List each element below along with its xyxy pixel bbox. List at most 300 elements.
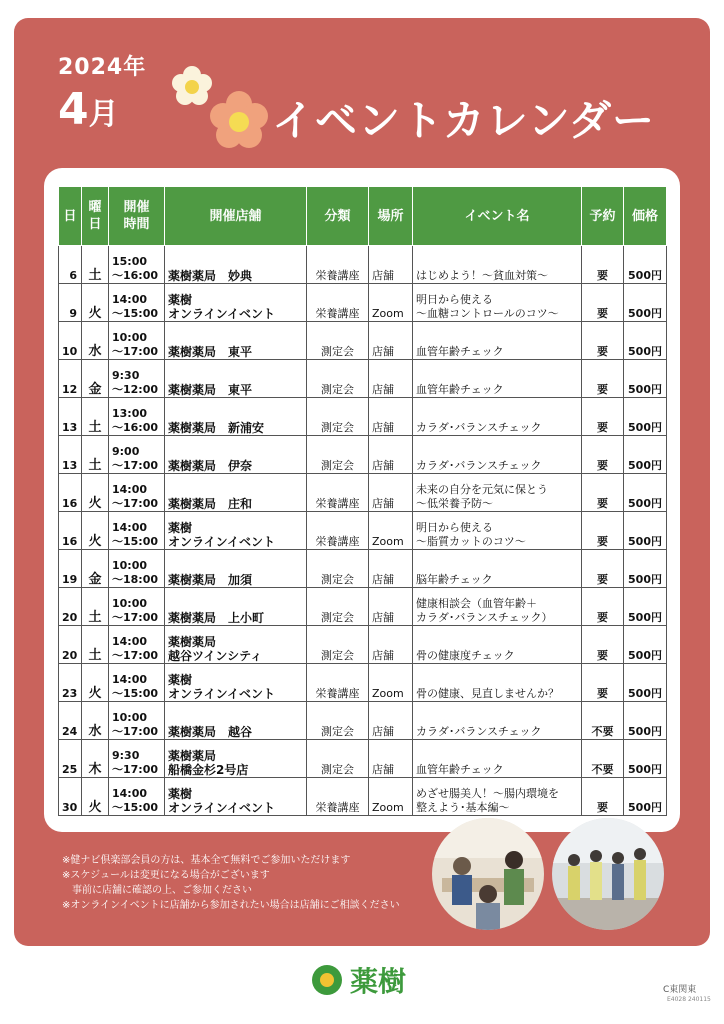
cell-weekday-line: 水 xyxy=(88,724,102,739)
cell-time-line: ～16:00 xyxy=(112,269,159,282)
cell-time xyxy=(109,626,165,664)
cell-price xyxy=(624,246,667,284)
cell-category-line: 栄養講座 xyxy=(315,687,360,700)
cell-category-line: 測定会 xyxy=(321,383,354,396)
cell-event-line: カラダ･バランスチェック） xyxy=(416,611,553,624)
cell-place xyxy=(369,246,413,284)
cell-reserve xyxy=(582,550,624,588)
cell-price-line: 500円 xyxy=(628,687,662,700)
cell-time xyxy=(109,778,165,816)
cell-price xyxy=(624,398,667,436)
cell-category xyxy=(307,474,369,512)
cell-price-line: 500円 xyxy=(628,307,662,320)
cell-day-line: 6 xyxy=(69,269,77,282)
cell-category-line: 測定会 xyxy=(321,649,354,662)
cell-day xyxy=(59,588,82,626)
cell-store-line: 薬樹薬局 加須 xyxy=(168,573,253,587)
cell-place-line: 店舗 xyxy=(372,725,394,738)
cell-price-line: 500円 xyxy=(628,763,662,776)
cell-reserve-line: 要 xyxy=(597,459,608,472)
cell-weekday xyxy=(82,740,109,778)
cell-event xyxy=(413,588,582,626)
cell-time-line: 14:00 xyxy=(112,483,148,496)
cell-store-line: 薬樹 xyxy=(168,787,193,801)
cell-day-line: 30 xyxy=(62,801,78,814)
cell-reserve-line: 要 xyxy=(597,801,608,814)
cell-store xyxy=(165,626,307,664)
cell-event-line: 明日から使える xyxy=(416,293,493,306)
cell-store-line: 薬樹薬局 妙典 xyxy=(168,269,253,283)
cell-event-line: カラダ･バランスチェック xyxy=(416,421,542,434)
cell-price xyxy=(624,702,667,740)
page-title: イベントカレンダー xyxy=(272,96,656,145)
cell-store xyxy=(165,702,307,740)
cell-time-line: ～15:00 xyxy=(112,687,159,700)
cell-category-line: 測定会 xyxy=(321,611,354,624)
cell-place-line: 店舗 xyxy=(372,269,394,282)
cell-weekday-line: 土 xyxy=(88,458,102,473)
cell-category-line: 測定会 xyxy=(321,725,354,738)
cell-price xyxy=(624,550,667,588)
cell-store-line: 薬樹薬局 xyxy=(168,749,217,763)
cell-time xyxy=(109,360,165,398)
cell-place-line: Zoom xyxy=(372,535,404,548)
note-line: ※オンラインイベントに店舗から参加されたい場合は店舗にご相談ください xyxy=(62,900,400,911)
cell-store-line: 薬樹薬局 越谷 xyxy=(168,725,253,739)
cell-reserve-line: 要 xyxy=(597,611,608,624)
cell-weekday-line: 金 xyxy=(88,382,102,397)
cell-event xyxy=(413,398,582,436)
cell-store-line: オンラインイベント xyxy=(168,307,276,321)
cell-category xyxy=(307,246,369,284)
cell-day xyxy=(59,322,82,360)
cell-event xyxy=(413,284,582,322)
cell-weekday xyxy=(82,702,109,740)
cell-place xyxy=(369,474,413,512)
table-row xyxy=(59,588,667,626)
cell-weekday xyxy=(82,474,109,512)
cell-day-line: 10 xyxy=(62,345,78,358)
cell-event xyxy=(413,474,582,512)
cell-time-line: ～17:00 xyxy=(112,611,159,624)
cell-reserve-line: 不要 xyxy=(591,763,614,776)
cell-store xyxy=(165,246,307,284)
cell-weekday-line: 火 xyxy=(88,496,102,511)
cell-place xyxy=(369,702,413,740)
cell-reserve-line: 要 xyxy=(597,535,608,548)
cell-time-line: ～17:00 xyxy=(112,497,159,510)
cell-price xyxy=(624,436,667,474)
cell-reserve-line: 要 xyxy=(597,573,608,586)
column-header-dow: 曜 日 xyxy=(82,187,109,246)
cell-event-line: ～血糖コントロールのコツ～ xyxy=(416,307,559,320)
cell-weekday xyxy=(82,550,109,588)
cell-weekday-line: 土 xyxy=(88,610,102,625)
cell-weekday-line: 火 xyxy=(88,800,102,815)
cell-weekday xyxy=(82,398,109,436)
cell-weekday xyxy=(82,246,109,284)
cell-event-line: 健康相談会（血管年齢＋ xyxy=(416,597,537,610)
cell-store xyxy=(165,740,307,778)
cell-store-line: 薬樹薬局 xyxy=(168,635,217,649)
cell-price-line: 500円 xyxy=(628,421,662,434)
cell-time-line: 9:00 xyxy=(112,445,140,458)
cell-day xyxy=(59,740,82,778)
event-table xyxy=(58,186,667,816)
cell-event-line: 骨の健康度チェック xyxy=(416,649,515,662)
cell-event xyxy=(413,702,582,740)
cell-time xyxy=(109,702,165,740)
cell-weekday-line: 土 xyxy=(88,420,102,435)
cell-reserve xyxy=(582,246,624,284)
cell-time-line: ～16:00 xyxy=(112,421,159,434)
cell-store xyxy=(165,284,307,322)
cell-time-line: ～18:00 xyxy=(112,573,159,586)
cell-store-line: 薬樹 xyxy=(168,293,193,307)
cell-reserve-line: 不要 xyxy=(591,725,614,738)
cell-price xyxy=(624,474,667,512)
column-header-price: 価格 xyxy=(624,187,667,246)
cell-category xyxy=(307,702,369,740)
cell-time xyxy=(109,322,165,360)
cell-reserve xyxy=(582,474,624,512)
cell-store-line: 薬樹薬局 伊奈 xyxy=(168,459,253,473)
table-row xyxy=(59,436,667,474)
cell-place-line: 店舗 xyxy=(372,763,394,776)
cell-place-line: Zoom xyxy=(372,687,404,700)
cell-event xyxy=(413,322,582,360)
cell-day xyxy=(59,284,82,322)
cell-event-line: 明日から使える xyxy=(416,521,493,534)
cell-store-line: オンラインイベント xyxy=(168,687,276,701)
column-header-store: 開催店舗 xyxy=(165,187,307,246)
cell-category-line: 栄養講座 xyxy=(315,535,360,548)
cell-place xyxy=(369,436,413,474)
cell-place-line: 店舗 xyxy=(372,459,394,472)
table-row xyxy=(59,550,667,588)
cell-price xyxy=(624,664,667,702)
column-header-place: 場所 xyxy=(369,187,413,246)
cell-reserve xyxy=(582,360,624,398)
cell-day-line: 16 xyxy=(62,535,78,548)
table-row xyxy=(59,778,667,816)
cell-weekday-line: 火 xyxy=(88,534,102,549)
note-line: 事前に店舗に確認の上、ご参加ください xyxy=(62,885,252,896)
cell-reserve-line: 要 xyxy=(597,649,608,662)
cell-store-line: 薬樹薬局 東平 xyxy=(168,345,253,359)
notes xyxy=(62,853,400,913)
cell-place-line: 店舗 xyxy=(372,383,394,396)
cell-store-line: 薬樹薬局 新浦安 xyxy=(168,421,265,435)
cell-time-line: 14:00 xyxy=(112,293,148,306)
cell-day-line: 20 xyxy=(62,649,78,662)
cell-reserve xyxy=(582,626,624,664)
cell-time-line: ～12:00 xyxy=(112,383,159,396)
cell-time xyxy=(109,474,165,512)
cell-place-line: 店舗 xyxy=(372,497,394,510)
cell-store xyxy=(165,398,307,436)
cell-price xyxy=(624,512,667,550)
cell-store xyxy=(165,436,307,474)
cell-event-line: 未来の自分を元気に保とう xyxy=(416,483,548,496)
column-header-event: イベント名 xyxy=(413,187,582,246)
cell-event xyxy=(413,360,582,398)
cell-place-line: 店舗 xyxy=(372,611,394,624)
cell-day xyxy=(59,360,82,398)
cell-reserve xyxy=(582,664,624,702)
cell-weekday xyxy=(82,778,109,816)
month-suffix: 月 xyxy=(88,97,119,132)
year-label: 2024年 xyxy=(58,55,147,80)
cell-day xyxy=(59,436,82,474)
cell-time xyxy=(109,664,165,702)
cell-time xyxy=(109,512,165,550)
cell-event-line: カラダ･バランスチェック xyxy=(416,725,542,738)
cell-weekday-line: 土 xyxy=(88,268,102,283)
cell-event-line: 脳年齢チェック xyxy=(416,573,493,586)
cell-category-line: 測定会 xyxy=(321,345,354,358)
cell-time-line: 14:00 xyxy=(112,635,148,648)
cell-place xyxy=(369,778,413,816)
cell-weekday-line: 木 xyxy=(88,762,102,777)
cell-price-line: 500円 xyxy=(628,269,662,282)
cell-time-line: 9:30 xyxy=(112,369,140,382)
cell-reserve-line: 要 xyxy=(597,269,608,282)
cell-reserve-line: 要 xyxy=(597,307,608,320)
cell-event-line: 血管年齢チェック xyxy=(416,763,504,776)
cell-time-line: ～17:00 xyxy=(112,649,159,662)
cell-event-line: はじめよう！～貧血対策～ xyxy=(416,269,548,282)
cell-place xyxy=(369,664,413,702)
cell-event-line: めざせ腸美人！～腸内環境を xyxy=(416,787,559,800)
cell-category-line: 栄養講座 xyxy=(315,801,360,814)
cell-reserve xyxy=(582,588,624,626)
cell-price-line: 500円 xyxy=(628,535,662,548)
cell-place-line: 店舗 xyxy=(372,421,394,434)
cell-weekday xyxy=(82,512,109,550)
photo-walking-event xyxy=(552,818,664,930)
cell-time-line: 14:00 xyxy=(112,673,148,686)
cell-price xyxy=(624,778,667,816)
cell-weekday-line: 金 xyxy=(88,572,102,587)
cell-day xyxy=(59,398,82,436)
cell-store-line: 薬樹薬局 上小町 xyxy=(168,611,265,625)
cell-category-line: 栄養講座 xyxy=(315,307,360,320)
cell-place xyxy=(369,588,413,626)
cell-price-line: 500円 xyxy=(628,459,662,472)
cell-event-line: 血管年齢チェック xyxy=(416,345,504,358)
document-code: E4028 240115 xyxy=(667,996,711,1003)
table-row xyxy=(59,664,667,702)
cell-price xyxy=(624,322,667,360)
cell-time-line: 9:30 xyxy=(112,749,140,762)
cell-price-line: 500円 xyxy=(628,801,662,814)
cell-store xyxy=(165,588,307,626)
cell-event xyxy=(413,664,582,702)
cell-time-line: ～15:00 xyxy=(112,801,159,814)
cell-time xyxy=(109,550,165,588)
cell-category-line: 測定会 xyxy=(321,763,354,776)
cell-weekday xyxy=(82,284,109,322)
cell-store xyxy=(165,512,307,550)
cell-reserve xyxy=(582,436,624,474)
cell-day xyxy=(59,512,82,550)
cell-day-line: 23 xyxy=(62,687,78,700)
column-header-reserve: 予約 xyxy=(582,187,624,246)
cell-day-line: 19 xyxy=(62,573,78,586)
cell-weekday-line: 土 xyxy=(88,648,102,663)
cell-event xyxy=(413,246,582,284)
cell-reserve-line: 要 xyxy=(597,497,608,510)
cell-reserve xyxy=(582,398,624,436)
cell-day-line: 16 xyxy=(62,497,78,510)
cell-event-line: 血管年齢チェック xyxy=(416,383,504,396)
cell-event xyxy=(413,550,582,588)
cell-day-line: 25 xyxy=(62,763,78,776)
photo-consultation xyxy=(432,818,544,930)
cell-weekday-line: 火 xyxy=(88,686,102,701)
cell-price-line: 500円 xyxy=(628,383,662,396)
cell-category xyxy=(307,778,369,816)
cell-time-line: ～17:00 xyxy=(112,345,159,358)
cell-store xyxy=(165,550,307,588)
cell-category xyxy=(307,512,369,550)
cell-price-line: 500円 xyxy=(628,573,662,586)
cell-reserve xyxy=(582,740,624,778)
cell-price-line: 500円 xyxy=(628,497,662,510)
cell-place-line: 店舗 xyxy=(372,573,394,586)
cell-event xyxy=(413,740,582,778)
cell-price-line: 500円 xyxy=(628,345,662,358)
cell-time-line: 10:00 xyxy=(112,711,148,724)
cell-price xyxy=(624,588,667,626)
cell-price xyxy=(624,626,667,664)
cell-reserve xyxy=(582,512,624,550)
cell-day xyxy=(59,474,82,512)
cell-time-line: ～17:00 xyxy=(112,763,159,776)
cell-time-line: 10:00 xyxy=(112,331,148,344)
cell-reserve-line: 要 xyxy=(597,383,608,396)
cell-category xyxy=(307,284,369,322)
cell-weekday-line: 水 xyxy=(88,344,102,359)
cell-day-line: 12 xyxy=(62,383,78,396)
cell-store-line: 薬樹 xyxy=(168,521,193,535)
cell-event-line: カラダ･バランスチェック xyxy=(416,459,542,472)
cell-store-line: オンラインイベント xyxy=(168,535,276,549)
cell-weekday xyxy=(82,664,109,702)
cell-time xyxy=(109,588,165,626)
large-flower-icon xyxy=(208,90,270,152)
cell-price xyxy=(624,360,667,398)
note-line: ※スケジュールは変更になる場合がございます xyxy=(62,870,270,881)
cell-time-line: 10:00 xyxy=(112,559,148,572)
month-number: 4 xyxy=(58,84,89,135)
cell-weekday xyxy=(82,626,109,664)
cell-day xyxy=(59,702,82,740)
cell-time xyxy=(109,740,165,778)
cell-time-line: ～17:00 xyxy=(112,725,159,738)
table-row xyxy=(59,740,667,778)
table-row xyxy=(59,702,667,740)
cell-day xyxy=(59,664,82,702)
cell-store xyxy=(165,664,307,702)
cell-category xyxy=(307,664,369,702)
cell-time-line: 14:00 xyxy=(112,521,148,534)
table-row xyxy=(59,246,667,284)
cell-place xyxy=(369,550,413,588)
cell-event-line: ～脂質カットのコツ～ xyxy=(416,535,526,548)
cell-category xyxy=(307,550,369,588)
table-row xyxy=(59,360,667,398)
cell-weekday xyxy=(82,588,109,626)
cell-category xyxy=(307,740,369,778)
cell-price xyxy=(624,740,667,778)
cell-price xyxy=(624,284,667,322)
cell-category xyxy=(307,588,369,626)
column-header-day: 日 xyxy=(59,187,82,246)
cell-reserve-line: 要 xyxy=(597,421,608,434)
cell-place xyxy=(369,322,413,360)
cell-store-line: 船橋金杉2号店 xyxy=(168,763,249,777)
cell-place xyxy=(369,626,413,664)
cell-store xyxy=(165,322,307,360)
cell-place xyxy=(369,512,413,550)
cell-store xyxy=(165,778,307,816)
cell-day xyxy=(59,778,82,816)
cell-store-line: 薬樹薬局 東平 xyxy=(168,383,253,397)
cell-category xyxy=(307,436,369,474)
table-row xyxy=(59,398,667,436)
cell-day xyxy=(59,626,82,664)
cell-time-line: ～15:00 xyxy=(112,307,159,320)
cell-place-line: 店舗 xyxy=(372,345,394,358)
cell-price-line: 500円 xyxy=(628,611,662,624)
column-header-category: 分類 xyxy=(307,187,369,246)
cell-store-line: 薬樹薬局 庄和 xyxy=(168,497,253,511)
month-label xyxy=(58,84,119,135)
cell-event-line: 骨の健康、見直しませんか？ xyxy=(416,687,559,700)
cell-event xyxy=(413,778,582,816)
logo-text: 薬樹 xyxy=(350,965,407,998)
cell-day-line: 20 xyxy=(62,611,78,624)
cell-place xyxy=(369,398,413,436)
cell-category-line: 測定会 xyxy=(321,459,354,472)
cell-weekday xyxy=(82,322,109,360)
cell-category xyxy=(307,322,369,360)
table-header-row xyxy=(59,187,667,246)
cell-event xyxy=(413,626,582,664)
cell-price-line: 500円 xyxy=(628,649,662,662)
cell-weekday xyxy=(82,360,109,398)
cell-reserve xyxy=(582,284,624,322)
cell-category-line: 測定会 xyxy=(321,573,354,586)
table-row xyxy=(59,322,667,360)
cell-time-line: 13:00 xyxy=(112,407,148,420)
cell-store xyxy=(165,360,307,398)
cell-category xyxy=(307,360,369,398)
cell-day xyxy=(59,550,82,588)
cell-day-line: 13 xyxy=(62,459,78,472)
cell-price-line: 500円 xyxy=(628,725,662,738)
cell-event-line: 整えよう･基本編～ xyxy=(416,801,510,814)
cell-day-line: 9 xyxy=(69,307,77,320)
cell-time-line: 14:00 xyxy=(112,787,148,800)
cell-place xyxy=(369,284,413,322)
cell-place xyxy=(369,740,413,778)
cell-place-line: 店舗 xyxy=(372,649,394,662)
cell-time xyxy=(109,398,165,436)
cell-reserve xyxy=(582,702,624,740)
